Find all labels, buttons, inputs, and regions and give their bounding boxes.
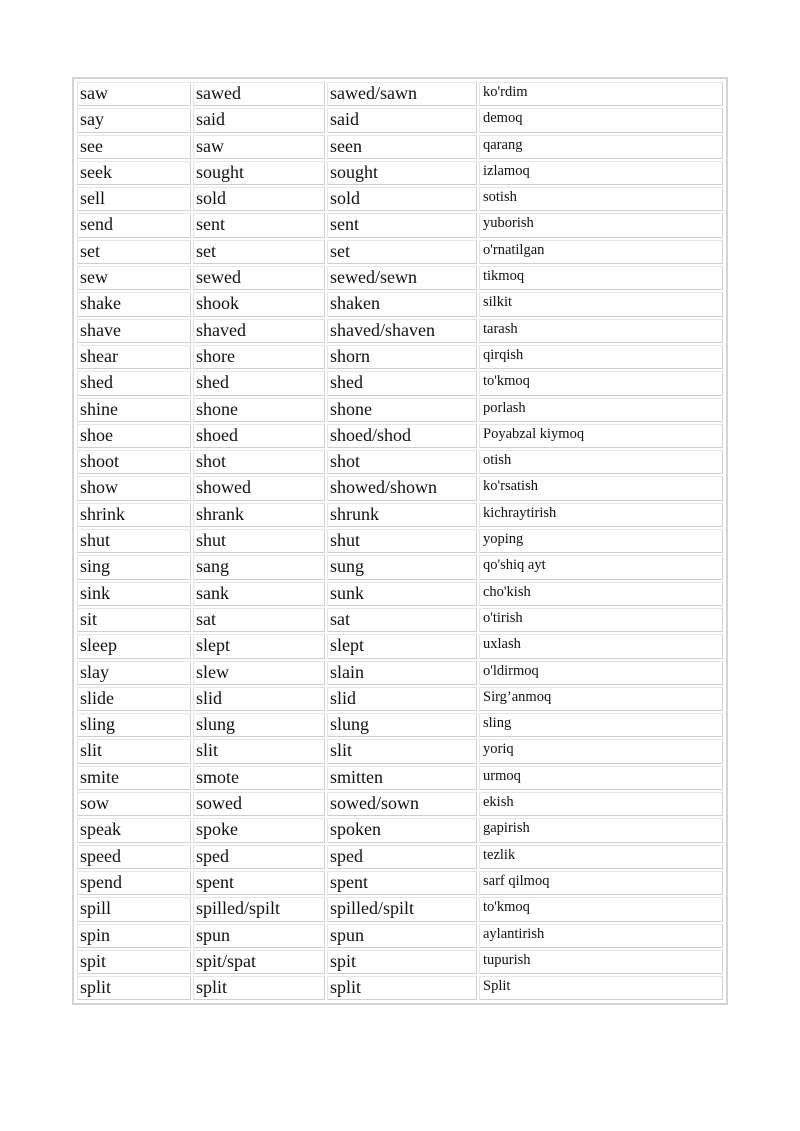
table-row xyxy=(77,897,723,921)
base-form-cell: see xyxy=(77,135,191,159)
past-simple-cell: split xyxy=(193,976,325,1000)
past-participle-cell: seen xyxy=(327,135,477,159)
table-row xyxy=(77,503,723,527)
translation-cell: porlash xyxy=(479,398,723,422)
translation-cell: o'tirish xyxy=(479,608,723,632)
past-simple-cell: spoke xyxy=(193,818,325,842)
irregular-verbs-table-container xyxy=(72,77,728,1005)
past-simple-cell: spit/spat xyxy=(193,950,325,974)
translation-cell: tikmoq xyxy=(479,266,723,290)
past-simple-cell: sold xyxy=(193,187,325,211)
past-participle-cell: spilled/spilt xyxy=(327,897,477,921)
table-row xyxy=(77,345,723,369)
past-simple-cell: sped xyxy=(193,845,325,869)
translation-cell: kichraytirish xyxy=(479,503,723,527)
base-form-cell: seek xyxy=(77,161,191,185)
translation-cell: to'kmoq xyxy=(479,371,723,395)
table-row xyxy=(77,450,723,474)
past-participle-cell: sunk xyxy=(327,582,477,606)
base-form-cell: spin xyxy=(77,924,191,948)
base-form-cell: sink xyxy=(77,582,191,606)
past-simple-cell: spun xyxy=(193,924,325,948)
base-form-cell: spill xyxy=(77,897,191,921)
past-participle-cell: smitten xyxy=(327,766,477,790)
translation-cell: sotish xyxy=(479,187,723,211)
table-row xyxy=(77,739,723,763)
past-participle-cell: shone xyxy=(327,398,477,422)
translation-cell: qo'shiq ayt xyxy=(479,555,723,579)
table-row xyxy=(77,371,723,395)
table-row xyxy=(77,608,723,632)
base-form-cell: speak xyxy=(77,818,191,842)
table-row xyxy=(77,871,723,895)
table-row xyxy=(77,240,723,264)
translation-cell: o'ldirmoq xyxy=(479,661,723,685)
past-simple-cell: smote xyxy=(193,766,325,790)
table-row xyxy=(77,687,723,711)
table-row xyxy=(77,661,723,685)
base-form-cell: sow xyxy=(77,792,191,816)
past-simple-cell: slew xyxy=(193,661,325,685)
translation-cell: sling xyxy=(479,713,723,737)
past-simple-cell: shore xyxy=(193,345,325,369)
past-participle-cell: shot xyxy=(327,450,477,474)
base-form-cell: sing xyxy=(77,555,191,579)
past-simple-cell: slit xyxy=(193,739,325,763)
base-form-cell: shrink xyxy=(77,503,191,527)
translation-cell: silkit xyxy=(479,292,723,316)
translation-cell: izlamoq xyxy=(479,161,723,185)
past-participle-cell: shaved/shaven xyxy=(327,319,477,343)
base-form-cell: shoe xyxy=(77,424,191,448)
translation-cell: o'rnatilgan xyxy=(479,240,723,264)
table-row xyxy=(77,582,723,606)
past-participle-cell: sped xyxy=(327,845,477,869)
past-simple-cell: slid xyxy=(193,687,325,711)
past-participle-cell: sought xyxy=(327,161,477,185)
past-participle-cell: sat xyxy=(327,608,477,632)
translation-cell: demoq xyxy=(479,108,723,132)
translation-cell: ko'rsatish xyxy=(479,476,723,500)
table-row xyxy=(77,845,723,869)
table-row xyxy=(77,634,723,658)
past-simple-cell: sought xyxy=(193,161,325,185)
base-form-cell: sling xyxy=(77,713,191,737)
past-simple-cell: spent xyxy=(193,871,325,895)
translation-cell: qirqish xyxy=(479,345,723,369)
base-form-cell: slit xyxy=(77,739,191,763)
past-simple-cell: shook xyxy=(193,292,325,316)
translation-cell: yoping xyxy=(479,529,723,553)
past-simple-cell: sent xyxy=(193,213,325,237)
translation-cell: urmoq xyxy=(479,766,723,790)
table-row xyxy=(77,924,723,948)
past-simple-cell: sewed xyxy=(193,266,325,290)
past-participle-cell: shorn xyxy=(327,345,477,369)
past-simple-cell: shot xyxy=(193,450,325,474)
past-participle-cell: sent xyxy=(327,213,477,237)
past-simple-cell: shed xyxy=(193,371,325,395)
past-participle-cell: shrunk xyxy=(327,503,477,527)
table-body xyxy=(77,82,723,1000)
base-form-cell: say xyxy=(77,108,191,132)
base-form-cell: saw xyxy=(77,82,191,106)
base-form-cell: send xyxy=(77,213,191,237)
past-participle-cell: sawed/sawn xyxy=(327,82,477,106)
past-participle-cell: slid xyxy=(327,687,477,711)
past-simple-cell: slung xyxy=(193,713,325,737)
past-simple-cell: sawed xyxy=(193,82,325,106)
past-participle-cell: spent xyxy=(327,871,477,895)
past-participle-cell: slept xyxy=(327,634,477,658)
base-form-cell: shake xyxy=(77,292,191,316)
base-form-cell: sew xyxy=(77,266,191,290)
table-row xyxy=(77,266,723,290)
translation-cell: Sirg’anmoq xyxy=(479,687,723,711)
past-simple-cell: set xyxy=(193,240,325,264)
translation-cell: Poyabzal kiymoq xyxy=(479,424,723,448)
past-simple-cell: slept xyxy=(193,634,325,658)
translation-cell: aylantirish xyxy=(479,924,723,948)
table-row xyxy=(77,82,723,106)
base-form-cell: shine xyxy=(77,398,191,422)
table-row xyxy=(77,424,723,448)
base-form-cell: set xyxy=(77,240,191,264)
table-row xyxy=(77,161,723,185)
translation-cell: to'kmoq xyxy=(479,897,723,921)
past-participle-cell: said xyxy=(327,108,477,132)
base-form-cell: sell xyxy=(77,187,191,211)
past-participle-cell: spoken xyxy=(327,818,477,842)
past-simple-cell: sank xyxy=(193,582,325,606)
base-form-cell: split xyxy=(77,976,191,1000)
past-simple-cell: sang xyxy=(193,555,325,579)
table-row xyxy=(77,529,723,553)
past-participle-cell: shed xyxy=(327,371,477,395)
past-participle-cell: shaken xyxy=(327,292,477,316)
table-row xyxy=(77,713,723,737)
past-simple-cell: shaved xyxy=(193,319,325,343)
translation-cell: ko'rdim xyxy=(479,82,723,106)
translation-cell: tupurish xyxy=(479,950,723,974)
past-participle-cell: spun xyxy=(327,924,477,948)
past-simple-cell: said xyxy=(193,108,325,132)
translation-cell: tarash xyxy=(479,319,723,343)
past-simple-cell: spilled/spilt xyxy=(193,897,325,921)
table-row xyxy=(77,950,723,974)
base-form-cell: shave xyxy=(77,319,191,343)
past-participle-cell: shoed/shod xyxy=(327,424,477,448)
base-form-cell: shed xyxy=(77,371,191,395)
irregular-verbs-table xyxy=(75,80,725,1002)
table-row xyxy=(77,108,723,132)
table-row xyxy=(77,292,723,316)
past-simple-cell: shut xyxy=(193,529,325,553)
past-simple-cell: shoed xyxy=(193,424,325,448)
table-row xyxy=(77,398,723,422)
table-row xyxy=(77,818,723,842)
past-participle-cell: slain xyxy=(327,661,477,685)
past-participle-cell: sewed/sewn xyxy=(327,266,477,290)
table-row xyxy=(77,476,723,500)
past-participle-cell: split xyxy=(327,976,477,1000)
translation-cell: Split xyxy=(479,976,723,1000)
table-row xyxy=(77,766,723,790)
translation-cell: ekish xyxy=(479,792,723,816)
translation-cell: uxlash xyxy=(479,634,723,658)
past-participle-cell: sung xyxy=(327,555,477,579)
translation-cell: yuborish xyxy=(479,213,723,237)
past-simple-cell: shrank xyxy=(193,503,325,527)
past-participle-cell: spit xyxy=(327,950,477,974)
translation-cell: gapirish xyxy=(479,818,723,842)
table-row xyxy=(77,135,723,159)
base-form-cell: shear xyxy=(77,345,191,369)
base-form-cell: slide xyxy=(77,687,191,711)
past-simple-cell: sowed xyxy=(193,792,325,816)
table-row xyxy=(77,792,723,816)
past-participle-cell: slung xyxy=(327,713,477,737)
past-simple-cell: saw xyxy=(193,135,325,159)
base-form-cell: smite xyxy=(77,766,191,790)
base-form-cell: slay xyxy=(77,661,191,685)
base-form-cell: spit xyxy=(77,950,191,974)
table-row xyxy=(77,976,723,1000)
translation-cell: cho'kish xyxy=(479,582,723,606)
translation-cell: tezlik xyxy=(479,845,723,869)
past-participle-cell: slit xyxy=(327,739,477,763)
translation-cell: yoriq xyxy=(479,739,723,763)
table-row xyxy=(77,213,723,237)
past-simple-cell: shone xyxy=(193,398,325,422)
translation-cell: qarang xyxy=(479,135,723,159)
past-participle-cell: sold xyxy=(327,187,477,211)
base-form-cell: speed xyxy=(77,845,191,869)
table-row xyxy=(77,319,723,343)
base-form-cell: shut xyxy=(77,529,191,553)
translation-cell: sarf qilmoq xyxy=(479,871,723,895)
base-form-cell: sleep xyxy=(77,634,191,658)
base-form-cell: spend xyxy=(77,871,191,895)
past-simple-cell: sat xyxy=(193,608,325,632)
base-form-cell: shoot xyxy=(77,450,191,474)
base-form-cell: show xyxy=(77,476,191,500)
translation-cell: otish xyxy=(479,450,723,474)
past-participle-cell: sowed/sown xyxy=(327,792,477,816)
table-row xyxy=(77,187,723,211)
past-participle-cell: set xyxy=(327,240,477,264)
table-row xyxy=(77,555,723,579)
past-simple-cell: showed xyxy=(193,476,325,500)
base-form-cell: sit xyxy=(77,608,191,632)
past-participle-cell: showed/shown xyxy=(327,476,477,500)
past-participle-cell: shut xyxy=(327,529,477,553)
